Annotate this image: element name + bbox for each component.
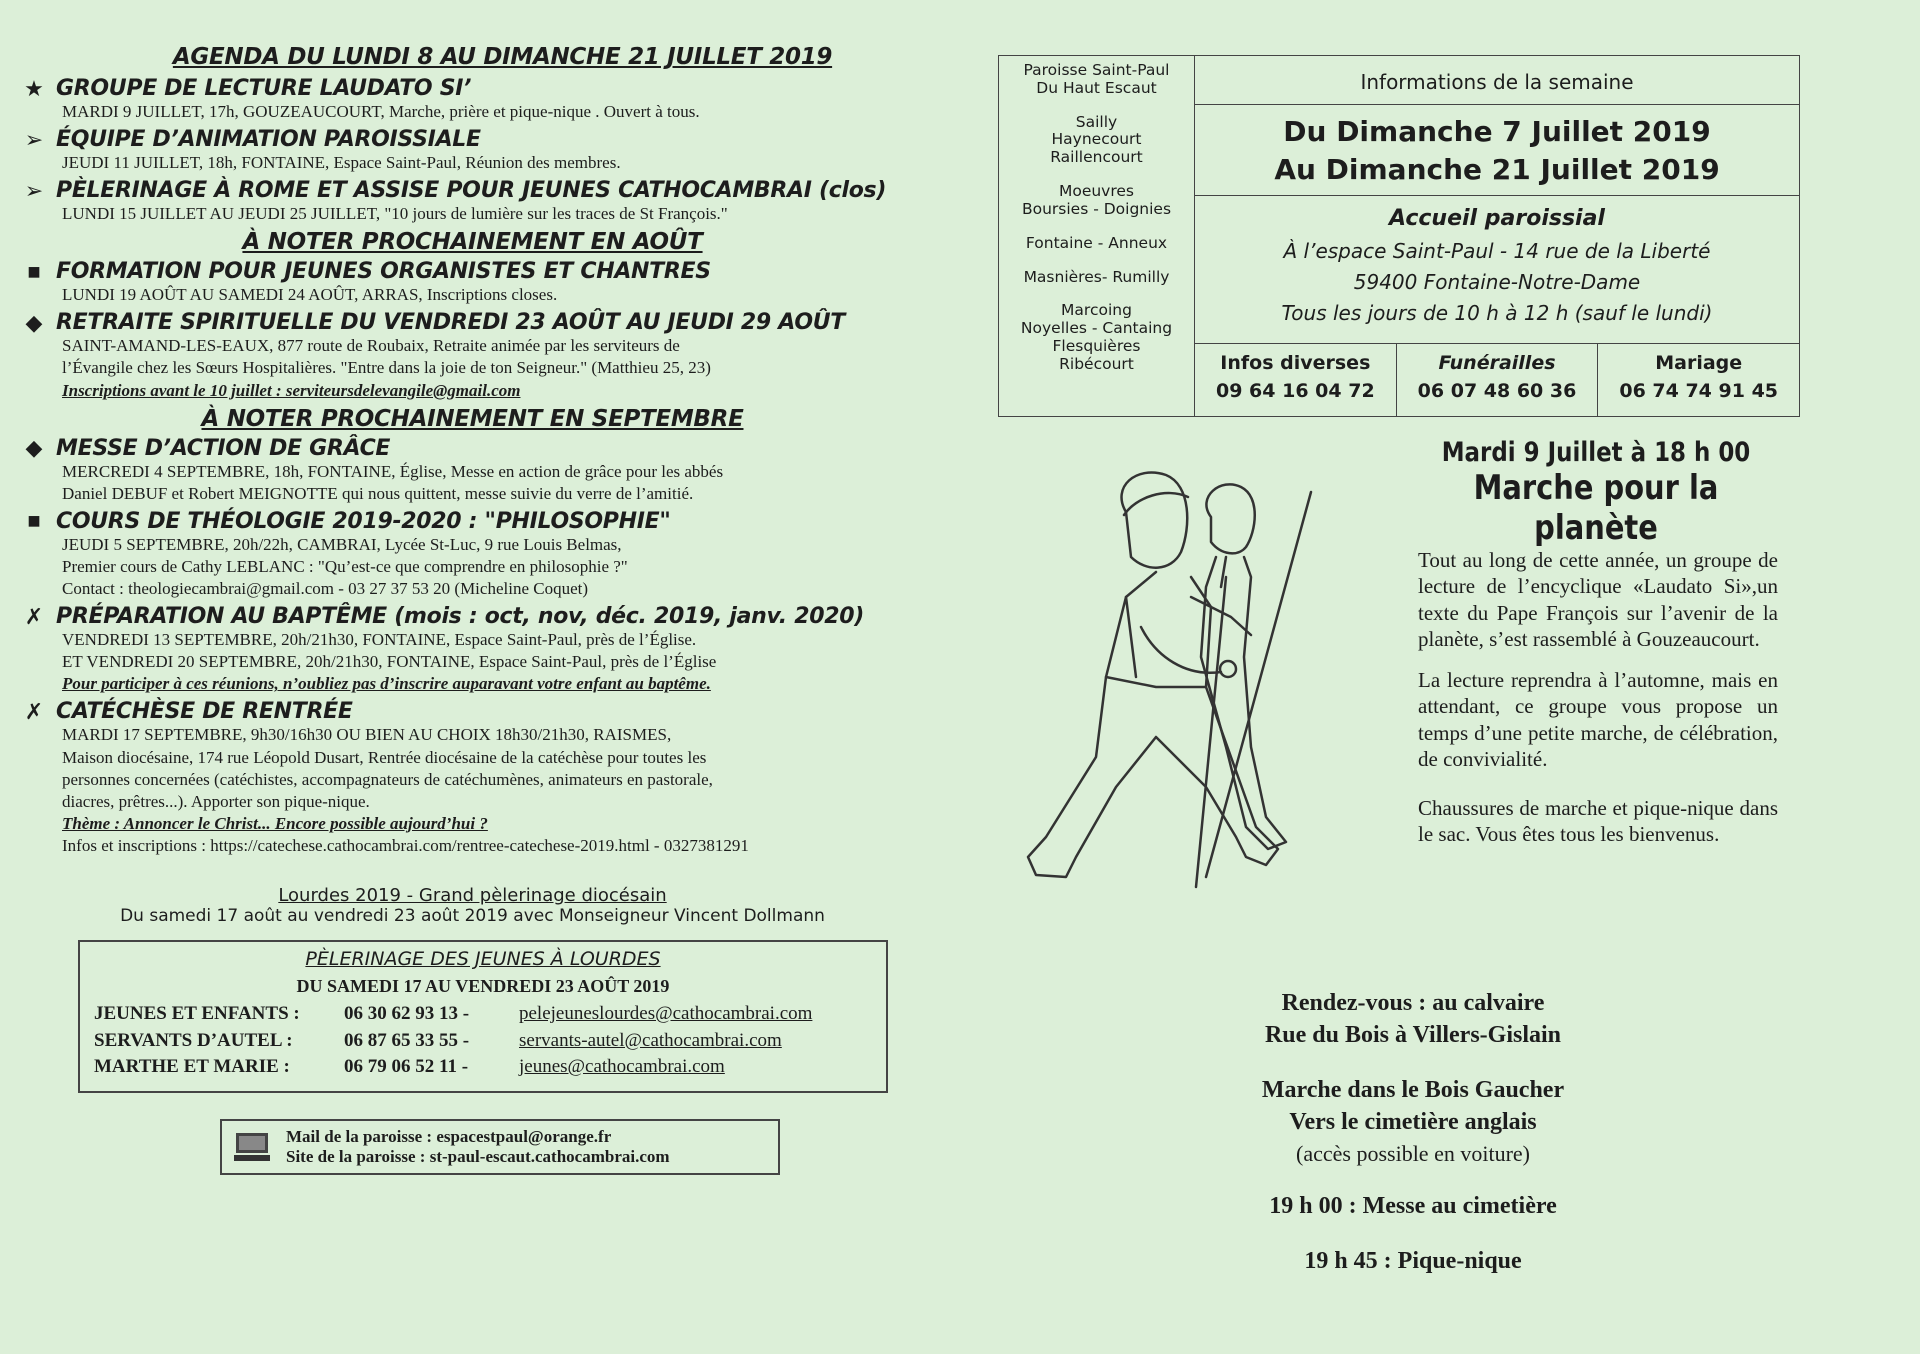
accueil-address: À l’espace Saint-Paul - 14 rue de la Liberté xyxy=(1283,238,1711,263)
agenda-item xyxy=(20,259,925,306)
accueil-block xyxy=(1195,196,1799,343)
computer-icon xyxy=(232,1131,272,1163)
contact-wedding xyxy=(1597,344,1799,416)
agenda-item-detail: l’Évangile chez les Sœurs Hospitalières. "Entre dans la joie de ton Seigneur." (Matthieu 25, 23) xyxy=(62,358,711,378)
bullet-icon: ➢ xyxy=(24,126,44,152)
bullet-icon: ◆ xyxy=(25,435,43,461)
agenda-item-detail: JEUDI 5 SEPTEMBRE, 20h/22h, CAMBRAI, Lycée St-Luc, 9 rue Louis Belmas, xyxy=(62,534,622,554)
event-date: Mardi 9 Juillet à 18 h 00 xyxy=(1441,437,1751,468)
contact-funerals-phone: 06 07 48 60 36 xyxy=(1417,379,1577,402)
lourdes-subtitle: Du samedi 17 août au vendredi 23 août 2019 avec Monseigneur Vincent Dollmann xyxy=(120,905,825,926)
agenda-item-detail: Premier cours de Cathy LEBLANC : "Qu’est-ce que comprendre en philosophie ?" xyxy=(62,556,628,576)
lourdes-announcement xyxy=(20,885,925,926)
agenda-item xyxy=(20,604,925,695)
event-header xyxy=(1406,437,1786,548)
agenda-column xyxy=(20,38,925,1175)
agenda-item-detail: MARDI 17 SEPTEMBRE, 9h30/16h30 OU BIEN AU CHOIX 18h30/21h30, RAISMES, xyxy=(62,725,672,745)
agenda-item-title: PÈLERINAGE À ROME ET ASSISE POUR JEUNES CATHOCAMBRAI (clos) xyxy=(56,178,887,204)
parish-contact-box xyxy=(220,1119,780,1175)
info-column xyxy=(998,55,1800,1317)
dates-line2: Au Dimanche 21 Juillet 2019 xyxy=(1274,152,1720,186)
agenda-item-detail: Maison diocésaine, 174 rue Léopold Dusart, Rentrée diocésaine de la catéchèse pour toutes les xyxy=(62,747,707,767)
agenda-item-detail: VENDREDI 13 SEPTEMBRE, 20h/21h30, FONTAINE, Espace Saint-Paul, près de l’Église. xyxy=(62,630,697,650)
september-items xyxy=(20,436,925,857)
lourdes-box-dates: DU SAMEDI 17 AU VENDREDI 23 AOÛT 2019 xyxy=(296,975,670,996)
accueil-city: 59400 Fontaine-Notre-Dame xyxy=(1353,269,1641,294)
accueil-title: Accueil paroissial xyxy=(1389,205,1605,231)
contact-row xyxy=(94,1054,872,1081)
agenda-item-detail: Thème : Annoncer le Christ... Encore possible aujourd’hui ? xyxy=(62,813,488,833)
agenda-item xyxy=(20,509,925,600)
bullet-icon: ★ xyxy=(24,75,44,101)
bullet-icon: ■ xyxy=(27,508,41,534)
parish-entry: Paroisse Saint-Paul Du Haut Escaut xyxy=(1023,61,1170,97)
mass-time: 19 h 00 : Messe au cimetière xyxy=(1269,1193,1557,1220)
agenda-item-title: GROUPE DE LECTURE LAUDATO SI’ xyxy=(56,76,472,101)
agenda-item-detail: JEUDI 11 JUILLET, 18h, FONTAINE, Espace Saint-Paul, Réunion des membres. xyxy=(62,153,621,173)
rdv-line2: Rue du Bois à Villers-Gislain xyxy=(1264,1022,1562,1049)
agenda-item-title: RETRAITE SPIRITUELLE DU VENDREDI 23 AOÛT AU JEUDI 29 AOÛT xyxy=(56,310,846,336)
agenda-item-detail: MARDI 9 JUILLET, 17h, GOUZEAUCOURT, Marche, prière et pique-nique . Ouvert à tous. xyxy=(62,102,700,121)
contact-email-link[interactable]: pelejeuneslourdes@cathocambrai.com xyxy=(519,1002,813,1024)
agenda-item-detail: Infos et inscriptions : https://catechese.cathocambrai.com/rentree-catechese-2019.html - 0327381291 xyxy=(62,835,749,855)
event-program xyxy=(1038,987,1788,1277)
bullet-icon: ◆ xyxy=(25,309,43,335)
august-title: À NOTER PROCHAINEMENT EN AOÛT xyxy=(242,229,703,256)
agenda-item-title: FORMATION POUR JEUNES ORGANISTES ET CHANTRES xyxy=(56,259,711,285)
august-items xyxy=(20,259,925,401)
agenda-item xyxy=(20,76,925,123)
walkers-illustration xyxy=(1006,457,1346,917)
contact-infos-label: Infos diverses xyxy=(1220,352,1371,374)
agenda-item-title: CATÉCHÈSE DE RENTRÉE xyxy=(56,699,353,725)
event-para: La lecture reprendra à l’automne, mais en attendant, ce groupe vous propose un temps d’une petite marche, de célébration, de convivialité. xyxy=(1418,667,1778,772)
walk-event xyxy=(998,437,1800,1317)
agenda-item-detail: LUNDI 15 JUILLET AU JEUDI 25 JUILLET, "10 jours de lumière sur les traces de St François." xyxy=(62,204,728,224)
contact-wedding-label: Mariage xyxy=(1655,352,1743,374)
agenda-item-detail: LUNDI 19 AOÛT AU SAMEDI 24 AOÛT, ARRAS, Inscriptions closes. xyxy=(62,285,558,305)
info-main xyxy=(1195,56,1799,416)
contact-phone: 06 30 62 93 13 - xyxy=(344,1002,470,1024)
parish-website[interactable]: Site de la paroisse : st-paul-escaut.cathocambrai.com xyxy=(286,1146,670,1166)
info-week-label: Informations de la semaine xyxy=(1195,56,1799,105)
dates-line1: Du Dimanche 7 Juillet 2019 xyxy=(1283,115,1711,148)
bullet-icon: ➢ xyxy=(24,177,44,203)
agenda-item-title: MESSE D’ACTION DE GRÂCE xyxy=(56,435,391,461)
agenda-item-detail: Contact : theologiecambrai@gmail.com - 03 27 37 53 20 (Micheline Coquet) xyxy=(62,579,589,599)
agenda-item-detail: ET VENDREDI 20 SEPTEMBRE, 20h/21h30, FONTAINE, Espace Saint-Paul, près de l’Église xyxy=(62,652,717,672)
parish-list xyxy=(999,56,1195,416)
agenda-title: AGENDA DU LUNDI 8 AU DIMANCHE 21 JUILLET 2019 xyxy=(172,44,833,70)
contact-funerals-label: Funérailles xyxy=(1438,352,1556,374)
event-para: Tout au long de cette année, un groupe de lecture de l’encyclique «Laudato Si»,un texte du Pape François sur l’avenir de la planète, s’est rassemblé à Gouzeaucourt. xyxy=(1418,548,1778,652)
lourdes-box-title: PÈLERINAGE DES JEUNES À LOURDES xyxy=(305,947,661,970)
contact-email-link[interactable]: servants-autel@cathocambrai.com xyxy=(519,1029,782,1051)
agenda-item xyxy=(20,127,925,174)
contact-infos xyxy=(1195,344,1396,416)
agenda-item xyxy=(20,178,925,225)
contact-label: MARTHE ET MARIE : xyxy=(94,1056,290,1078)
july-items xyxy=(20,76,925,225)
contacts-row xyxy=(1195,343,1799,416)
weekly-info-table xyxy=(998,55,1800,417)
event-description xyxy=(1418,547,1778,862)
picnic-time: 19 h 45 : Pique-nique xyxy=(1304,1247,1522,1274)
rdv-line1: Rendez-vous : au calvaire xyxy=(1281,990,1545,1016)
walk-line2: Vers le cimetière anglais xyxy=(1289,1109,1537,1136)
bullet-icon: ✗ xyxy=(24,603,44,629)
accueil-hours: Tous les jours de 10 h à 12 h (sauf le lundi) xyxy=(1281,300,1713,325)
parish-mail[interactable]: Mail de la paroisse : espacestpaul@orange.fr xyxy=(286,1126,612,1146)
contact-label: JEUNES ET ENFANTS : xyxy=(94,1002,300,1024)
agenda-item-detail: Pour participer à ces réunions, n’oubliez pas d’inscrire auparavant votre enfant au baptême. xyxy=(62,674,711,694)
agenda-item-detail: personnes concernées (catéchistes, accompagnateurs de catéchumènes, animateurs en pastorale, xyxy=(62,769,713,789)
contact-wedding-phone: 06 74 74 91 45 xyxy=(1619,379,1779,402)
contact-row xyxy=(94,1028,872,1055)
contact-email-link[interactable]: jeunes@cathocambrai.com xyxy=(519,1056,725,1078)
contact-label: SERVANTS D’AUTEL : xyxy=(94,1029,293,1051)
info-dates xyxy=(1195,105,1799,196)
agenda-item-title: PRÉPARATION AU BAPTÊME (mois : oct, nov, déc. 2019, janv. 2020) xyxy=(56,604,864,630)
agenda-item-detail: MERCREDI 4 SEPTEMBRE, 18h, FONTAINE, Église, Messe en action de grâce pour les abbés xyxy=(62,461,724,481)
parish-entry: Moeuvres Boursies - Doignies xyxy=(1021,182,1172,218)
walk-line1: Marche dans le Bois Gaucher xyxy=(1261,1076,1565,1103)
agenda-item-title: COURS DE THÉOLOGIE 2019-2020 : "PHILOSOPHIE" xyxy=(56,508,671,534)
parish-entry: Masnières- Rumilly xyxy=(1023,267,1170,286)
bullet-icon: ✗ xyxy=(24,698,44,724)
agenda-item xyxy=(20,436,925,505)
agenda-item-detail: Daniel DEBUF et Robert MEIGNOTTE qui nous quittent, messe suivie du verre de l’amitié. xyxy=(62,483,694,503)
event-para: Chaussures de marche et pique-nique dans le sac. Vous êtes tous les bienvenus. xyxy=(1418,795,1778,847)
agenda-item-detail: diacres, prêtres...). Apporter son pique-nique. xyxy=(62,791,370,811)
contact-row xyxy=(94,1001,872,1028)
contact-phone: 06 79 06 52 11 - xyxy=(344,1056,469,1078)
walk-line3: (accès possible en voiture) xyxy=(1296,1140,1530,1166)
parish-entry: Sailly Haynecourt Raillencourt xyxy=(1050,112,1143,167)
contact-phone: 06 87 65 33 55 - xyxy=(344,1029,470,1051)
parish-entry: Fontaine - Anneux xyxy=(1025,233,1168,252)
lourdes-youth-box xyxy=(78,940,888,1093)
september-title: À NOTER PROCHAINEMENT EN SEPTEMBRE xyxy=(201,405,744,432)
agenda-item-detail: SAINT-AMAND-LES-EAUX, 877 route de Roubaix, Retraite animée par les serviteurs de xyxy=(62,336,680,356)
bullet-icon: ■ xyxy=(27,258,41,284)
parish-entry: Marcoing Noyelles - Cantaing Flesquières Ribécourt xyxy=(1020,301,1173,373)
event-title: Marche pour la planète xyxy=(1473,468,1719,548)
agenda-item-title: ÉQUIPE D’ANIMATION PAROISSIALE xyxy=(56,127,481,153)
contact-infos-phone: 09 64 16 04 72 xyxy=(1216,379,1375,402)
agenda-item-detail: Inscriptions avant le 10 juillet : serviteursdelevangile@gmail.com xyxy=(62,380,521,400)
contact-funerals xyxy=(1396,344,1598,416)
agenda-item xyxy=(20,699,925,857)
lourdes-title: Lourdes 2019 - Grand pèlerinage diocésain xyxy=(278,884,667,906)
agenda-item xyxy=(20,310,925,401)
